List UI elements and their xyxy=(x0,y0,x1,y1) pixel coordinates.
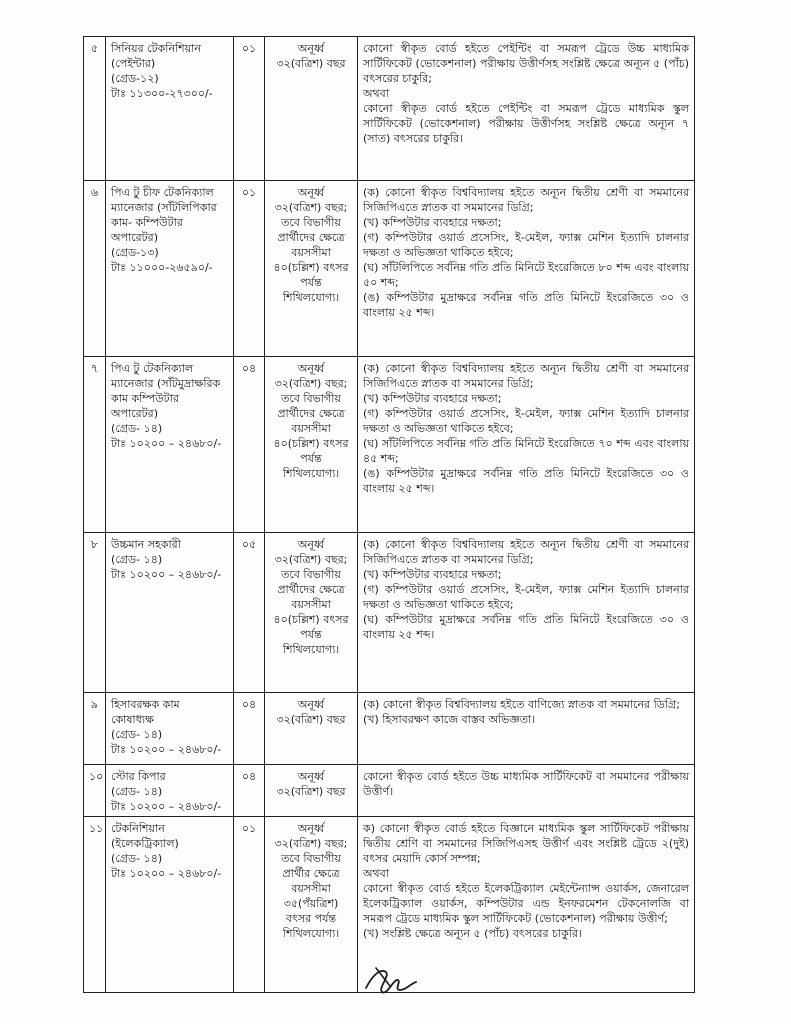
post-line: (গ্রেড- ১৪) xyxy=(111,785,163,798)
serial-cell xyxy=(84,181,106,357)
post-line: টাঃ ১১০০০-২৬৫৯০/- xyxy=(111,261,213,274)
post-line: (গ্রেড- ১৪) xyxy=(111,852,163,865)
qualification-item: (গ) কম্পিউটার ওয়ার্ড প্রসেসিং, ই-মেইল, ফ্যাক্স মেশিন ইত্যাদি চালনার দক্ষতা ও অভিজ্ঞতা থাকিতে হইবে; xyxy=(363,407,689,435)
post-line: অপারেটর) xyxy=(111,231,158,244)
qualification-item: অথবা xyxy=(363,867,389,880)
serial-cell xyxy=(84,765,106,817)
post-count: ০৫ xyxy=(241,538,257,551)
post-count: ০১ xyxy=(241,42,257,55)
age-line: শিথিলযোগ্য। xyxy=(282,643,340,656)
qualification-item: কোনো স্বীকৃত বোর্ড হইতে ইলেকট্রিক্যাল মেইন্টেন্যান্স ওয়ার্কস, জেনারেল ইলেকট্রিক্যাল ওয়ার্কস, কম্পিউটার এন্ড ইনফরমেশন টেকনোলজি বা সমরূপ ট্রেডে মাধ্যমিক স্কুল সার্টিফিকেট (ভোকেশনাল) পরীক্ষায় উত্তীর্ণ; xyxy=(363,882,689,925)
age-line: ৩২(বত্রিশ) বছর; xyxy=(274,377,348,390)
serial-cell xyxy=(84,817,106,993)
posts-table xyxy=(83,36,695,993)
post-line: স্টোর কিপার xyxy=(111,770,166,783)
post-line: পিএ টু টেকনিক্যাল xyxy=(111,362,194,375)
post-count-cell xyxy=(234,533,265,693)
post-line: কোষাধ্যক্ষ xyxy=(111,713,154,726)
qualification-item: (ক) কোনো স্বীকৃত বিশ্ববিদ্যালয় হইতে অন্যূন দ্বিতীয় শ্রেণী বা সমমানের সিজিপিএতে স্নাতক বা সমমানের ডিগ্রি; xyxy=(363,186,689,214)
age-line: শিথিলযোগ্য। xyxy=(282,291,340,304)
qualification-item: (গ) কম্পিউটার ওয়ার্ড প্রসেসিং, ই-মেইল, ফ্যাক্স মেশিন ইত্যাদি চালনার দক্ষতা ও অভিজ্ঞতা থাকিতে হইবে; xyxy=(363,583,689,611)
age-line: তবে বিভাগীয় xyxy=(281,392,341,405)
post-line: পিএ টু চীফ টেকনিক্যাল xyxy=(111,186,214,199)
post-name-cell xyxy=(106,817,234,993)
age-limit-cell xyxy=(265,765,358,817)
age-line: প্রার্থীদের ক্ষেত্রে xyxy=(277,583,345,596)
age-line: শিথিলযোগ্য। xyxy=(282,927,340,940)
post-line: টাঃ ১০২০০ – ২৪৬৮০/- xyxy=(111,800,222,813)
qualification-item: (ঙ) কম্পিউটার মুদ্রাক্ষরে সর্বনিম্ন গতি প্রতি মিনিটে ইংরেজিতে ৩০ ও বাংলায় ২৫ শব্দ। xyxy=(363,467,689,495)
qualification-item: (খ) সংশ্লিষ্ট ক্ষেত্রে অন্যূন ৫ (পাঁচ) বৎসরের চাকুরি। xyxy=(363,927,582,940)
qualification-cell xyxy=(358,533,695,693)
table-row xyxy=(84,357,695,533)
serial-number: ১০ xyxy=(89,770,104,783)
age-line: তবে বিভাগীয় xyxy=(281,216,341,229)
post-line: কাম- কম্পিউটার xyxy=(111,216,183,229)
age-limit-cell xyxy=(265,37,358,181)
age-limit-cell xyxy=(265,357,358,533)
post-count-cell xyxy=(234,817,265,993)
post-count: ০১ xyxy=(241,822,257,835)
post-line: (গ্রেড- ১৪) xyxy=(111,553,163,566)
age-limit-cell xyxy=(265,817,358,993)
post-line: ম্যানেজার (সাঁটলিপিকার xyxy=(111,201,217,214)
post-line: (গ্রেড-১২) xyxy=(111,72,159,85)
age-line: ৩২(বত্রিশ) বছর xyxy=(276,713,346,726)
qualification-cell xyxy=(358,765,695,817)
post-line: টাঃ ১১৩০০-২৭৩০০/- xyxy=(111,87,213,100)
post-line: কাম কম্পিউটার অপারেটর) xyxy=(111,392,179,420)
serial-cell xyxy=(84,533,106,693)
qualification-item: (গ) কম্পিউটার ওয়ার্ড প্রসেসিং, ই-মেইল, ফ্যাক্স মেশিন ইত্যাদি চালনার দক্ষতা ও অভিজ্ঞতা থাকিতে হইবে; xyxy=(363,231,689,259)
qualification-item: ক) কোনো স্বীকৃত বোর্ড হইতে বিজ্ঞানে মাধ্যমিক স্কুল সার্টিফিকেট পরীক্ষায় দ্বিতীয় শ্রেণি বা সমমানের সিজিপিএসহ উত্তীর্ণ এবং সংশ্লিষ্ট ট্রেডে ২(দুই) বৎসর মেয়াদি কোর্স সম্পন্ন; xyxy=(363,822,689,865)
post-name-cell xyxy=(106,765,234,817)
post-count: ০৪ xyxy=(241,698,257,711)
post-name-cell xyxy=(106,693,234,765)
age-line: ৩২(বত্রিশ) বছর; xyxy=(274,201,348,214)
age-line: অনূর্ধ্ব xyxy=(297,770,325,783)
post-line: (গ্রেড-১৩) xyxy=(111,246,159,259)
age-limit-cell xyxy=(265,533,358,693)
serial-number: ৮ xyxy=(90,538,99,551)
age-line: তবে বিভাগীয় xyxy=(281,852,341,865)
post-line: টাঃ ১০২০০ – ২৪৬৮০/- xyxy=(111,437,222,450)
age-line: বয়সসীমা xyxy=(291,246,331,259)
qualification-item: (খ) কম্পিউটার ব্যবহারে দক্ষতা; xyxy=(363,568,502,581)
post-count-cell xyxy=(234,765,265,817)
qualification-item: কোনো স্বীকৃত বোর্ড হইতে উচ্চ মাধ্যমিক সার্টিফিকেট বা সমমানের পরীক্ষায় উত্তীর্ণ। xyxy=(363,770,689,798)
serial-number: ৫ xyxy=(90,42,99,55)
table-row xyxy=(84,37,695,181)
signature-icon xyxy=(360,958,420,1000)
age-line: অনূর্ধ্ব xyxy=(297,186,325,199)
qualification-item: কোনো স্বীকৃত বোর্ড হইতে পেইন্টিং বা সমরূপ ট্রেডে মাধ্যমিক স্কুল সার্টিফিকেট (ভোকেশনাল) পরীক্ষায় উত্তীর্ণসহ সংশ্লিষ্ট ক্ষেত্রে অন্যূন ৭ (সাত) বৎসরের চাকুরি। xyxy=(363,102,689,145)
age-line: ৪০(চল্লিশ) বৎসর xyxy=(273,437,349,450)
qualification-item: (ঙ) কম্পিউটার মুদ্রাক্ষরে সর্বনিম্ন গতি প্রতি মিনিটে ইংরেজিতে ৩০ ও বাংলায় ২৫ শব্দ। xyxy=(363,291,689,319)
serial-cell xyxy=(84,693,106,765)
post-line: টাঃ ১০২০০ – ২৪৬৮০/- xyxy=(111,743,222,756)
post-line: টেকনিশিয়ান xyxy=(111,822,165,835)
age-limit-cell xyxy=(265,181,358,357)
age-line: তবে বিভাগীয় xyxy=(281,568,341,581)
age-line: ৩২(বত্রিশ) বছর; xyxy=(274,553,348,566)
qualification-item: (ক) কোনো স্বীকৃত বিশ্ববিদ্যালয় হইতে অন্যূন দ্বিতীয় শ্রেণী বা সমমানের সিজিপিএতে স্নাতক বা সমমানের ডিগ্রি; xyxy=(363,362,689,390)
table-row xyxy=(84,533,695,693)
age-line: ৩২(বত্রিশ) বছর xyxy=(276,57,346,70)
age-line: ৪০(চল্লিশ) বৎসর xyxy=(273,613,349,626)
post-line: টাঃ ১০২০০ – ২৪৬৮০/- xyxy=(111,867,222,880)
age-line: বয়সসীমা xyxy=(291,422,331,435)
qualification-item: অথবা xyxy=(363,87,389,100)
post-count-cell xyxy=(234,693,265,765)
qualification-item: কোনো স্বীকৃত বোর্ড হইতে পেইন্টিং বা সমরূপ ট্রেডে উচ্চ মাধ্যমিক সার্টিফিকেট (ভোকেশনাল) পরীক্ষায় উত্তীর্ণসহ সংশ্লিষ্ট ক্ষেত্রে অন্যূন ৫ (পাঁচ) বৎসরের চাকুরি; xyxy=(363,42,689,85)
qualification-cell xyxy=(358,37,695,181)
post-line: (গ্রেড- ১৪) xyxy=(111,728,163,741)
serial-cell xyxy=(84,357,106,533)
qualification-item: (ক) কোনো স্বীকৃত বিশ্ববিদ্যালয় হইতে বাণিজ্যে স্নাতক বা সমমানের ডিগ্রি; xyxy=(363,698,680,711)
age-line: অনূর্ধ্ব xyxy=(297,42,325,55)
qualification-item: (ঘ) সাঁটলিপিতে সর্বনিম্ন গতি প্রতি মিনিটে ইংরেজিতে ৭০ শব্দ এবং বাংলায় ৪৫ শব্দ; xyxy=(363,437,689,465)
qualification-item: (ঘ) কম্পিউটার মুদ্রাক্ষরে সর্বনিম্ন গতি প্রতি মিনিটে ইংরেজিতে ৩০ ও বাংলায় ২৫ শব্দ। xyxy=(363,613,689,641)
age-line: ৩৫(পঁয়ত্রিশ) xyxy=(283,897,339,910)
post-count: ০৪ xyxy=(241,770,257,783)
post-name-cell xyxy=(106,533,234,693)
age-line: প্রার্থীর ক্ষেত্রে xyxy=(282,867,340,880)
serial-cell xyxy=(84,37,106,181)
qualification-item: (খ) কম্পিউটার ব্যবহারে দক্ষতা; xyxy=(363,216,502,229)
post-line: (গ্রেড- ১৪) xyxy=(111,422,163,435)
age-line: পর্যন্ত xyxy=(300,452,322,465)
post-line: হিসাবরক্ষক কাম xyxy=(111,698,180,711)
table-row xyxy=(84,765,695,817)
post-line: (পেইন্টার) xyxy=(111,57,156,70)
serial-number: ১১ xyxy=(89,822,104,835)
serial-number: ৬ xyxy=(90,186,99,199)
post-line: (ইলেকট্রিক্যাল) xyxy=(111,837,179,850)
post-name-cell xyxy=(106,181,234,357)
post-count: ০৪ xyxy=(241,362,257,375)
serial-number: ৭ xyxy=(90,362,99,375)
qualification-cell xyxy=(358,181,695,357)
post-count: ০১ xyxy=(241,186,257,199)
age-line: বয়সসীমা xyxy=(291,882,331,895)
age-line: বয়সসীমা xyxy=(291,598,331,611)
post-line: ম্যানেজার (সাঁটমুদ্রাক্ষরিক xyxy=(111,377,221,390)
age-line: অনূর্ধ্ব xyxy=(297,822,325,835)
serial-number: ৯ xyxy=(90,698,99,711)
age-limit-cell xyxy=(265,693,358,765)
post-line: উচ্চমান সহকারী xyxy=(111,538,181,551)
post-line: টাঃ ১০২০০ – ২৪৬৮০/- xyxy=(111,568,222,581)
age-line: ৩২(বত্রিশ) বছর; xyxy=(274,837,348,850)
age-line: প্রার্থীদের ক্ষেত্রে xyxy=(277,231,345,244)
post-name-cell xyxy=(106,357,234,533)
table-row xyxy=(84,181,695,357)
post-name-cell xyxy=(106,37,234,181)
age-line: বৎসর পর্যন্ত xyxy=(285,912,337,925)
posts-table-body xyxy=(84,37,695,993)
age-line: অনূর্ধ্ব xyxy=(297,362,325,375)
age-line: শিথিলযোগ্য। xyxy=(282,467,340,480)
qualification-cell xyxy=(358,693,695,765)
age-line: ৪০(চল্লিশ) বৎসর xyxy=(273,261,349,274)
qualification-item: (খ) হিসাবরক্ষণ কাজে বাস্তব অভিজ্ঞতা। xyxy=(363,713,536,726)
qualification-cell xyxy=(358,357,695,533)
post-count-cell xyxy=(234,181,265,357)
qualification-item: (খ) কম্পিউটার ব্যবহারে দক্ষতা; xyxy=(363,392,502,405)
qualification-item: (ঘ) সাঁটলিপিতে সর্বনিম্ন গতি প্রতি মিনিটে ইংরেজিতে ৮০ শব্দ এবং বাংলায় ৫০ শব্দ; xyxy=(363,261,689,289)
post-count-cell xyxy=(234,37,265,181)
post-count-cell xyxy=(234,357,265,533)
age-line: পর্যন্ত xyxy=(300,276,322,289)
post-line: সিনিয়র টেকনিশিয়ান xyxy=(111,42,201,55)
age-line: অনূর্ধ্ব xyxy=(297,698,325,711)
qualification-item: (ক) কোনো স্বীকৃত বিশ্ববিদ্যালয় হইতে অন্যূন দ্বিতীয় শ্রেণী বা সমমানের সিজিপিএতে স্নাতক বা সমমানের ডিগ্রি; xyxy=(363,538,689,566)
age-line: অনূর্ধ্ব xyxy=(297,538,325,551)
age-line: ৩২(বত্রিশ) বছর xyxy=(276,785,346,798)
age-line: প্রার্থীদের ক্ষেত্রে xyxy=(277,407,345,420)
table-row xyxy=(84,693,695,765)
age-line: পর্যন্ত xyxy=(300,628,322,641)
